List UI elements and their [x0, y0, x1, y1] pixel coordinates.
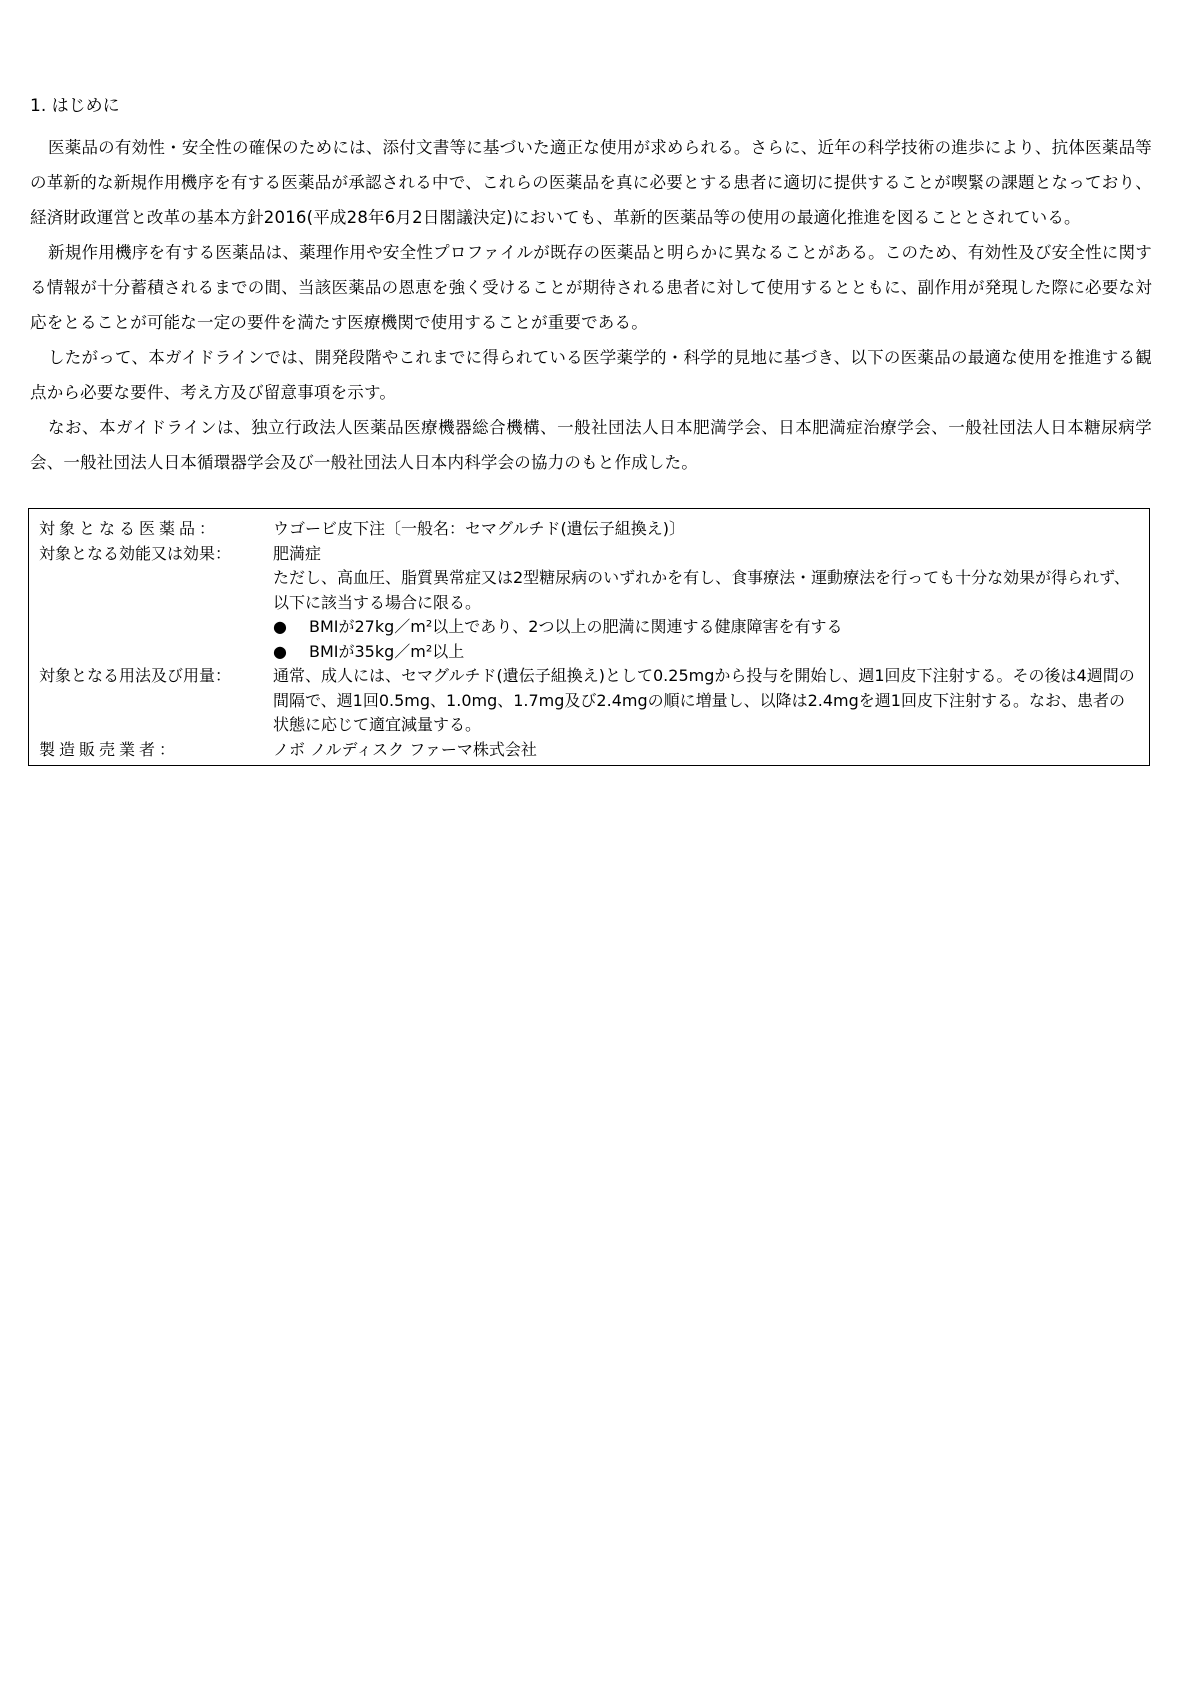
target-drug-row: [39, 517, 1139, 542]
indication-label: 対象となる効能又は効果：: [39, 543, 232, 563]
target-drug-label: 対象となる医薬品：: [39, 519, 220, 538]
drug-info-box: [28, 508, 1150, 766]
manufacturer-label: 製造販売業者：: [39, 739, 180, 759]
paragraph-intro: 医薬品の有効性・安全性の確保のためには、添付文書等に基づいた適正な使用が求められる。さらに、近年の科学技術の進歩により、抗体医薬品等の革新的な新規作用機序を有する医薬品が承認される中で、これらの医薬品を真に必要とする患者に適切に提供することが喫緊の課題となっており、経済財政運営と改革の基本方針2016(平成28年6月2日閣議決定)においても、革新的医薬品等の使用の最適化推進を図ることとされている。: [30, 138, 1152, 227]
bullet-item: [39, 640, 1139, 665]
document-body: [30, 94, 1152, 480]
bullet-icon: ●: [273, 617, 287, 636]
bullet-text: BMIが27kg／m²以上であり、2つ以上の肥満に関連する健康障害を有する: [309, 617, 843, 636]
indication-value: 肥満症: [273, 543, 322, 563]
bullet-text: BMIが35kg／m²以上: [309, 641, 465, 661]
paragraph-cooperation: なお、本ガイドラインは、独立行政法人医薬品医療機器総合機構、一般社団法人日本肥満学会、日本肥満症治療学会、一般社団法人日本糖尿病学会、一般社団法人日本循環器学会及び一般社団法人日本内科学会の協力のもと作成した。: [30, 418, 1152, 472]
indication-row: [39, 542, 1139, 567]
target-drug-value: ウゴービ皮下注〔一般名：セマグルチド(遺伝子組換え)〕: [273, 519, 686, 538]
manufacturer-value: ノボ ノルディスク ファーマ株式会社: [273, 739, 537, 759]
indication-note: ただし、高血圧、脂質異常症又は2型糖尿病のいずれかを有し、食事療法・運動療法を行っても十分な効果が得られず、以下に該当する場合に限る。: [273, 568, 1130, 612]
dosage-label: 対象となる用法及び用量：: [39, 666, 232, 685]
section-heading: 1. はじめに: [30, 96, 120, 116]
dosage-row: [39, 664, 1139, 738]
dosage-value: 通常、成人には、セマグルチド(遺伝子組換え)として0.25mgから投与を開始し、週1回皮下注射する。その後は4週間の間隔で、週1回0.5mg、1.0mg、1.7mg及び2.4mgの順に増量し、以降は2.4mgを週1回皮下注射する。なお、患者の状態に応じて適宜減量する。: [273, 666, 1135, 734]
bullet-item: [39, 615, 1139, 640]
manufacturer-row: [39, 738, 1139, 763]
paragraph-mechanism: 新規作用機序を有する医薬品は、薬理作用や安全性プロファイルが既存の医薬品と明らかに異なることがある。このため、有効性及び安全性に関する情報が十分蓄積されるまでの間、当該医薬品の恩恵を強く受けることが期待される患者に対して使用するとともに、副作用が発現した際に必要な対応をとることが可能な一定の要件を満たす医療機関で使用することが重要である。: [30, 243, 1152, 332]
paragraph-guideline: したがって、本ガイドラインでは、開発段階やこれまでに得られている医学薬学的・科学的見地に基づき、以下の医薬品の最適な使用を推進する観点から必要な要件、考え方及び留意事項を示す。: [30, 348, 1152, 402]
bullet-icon: ●: [273, 641, 287, 661]
